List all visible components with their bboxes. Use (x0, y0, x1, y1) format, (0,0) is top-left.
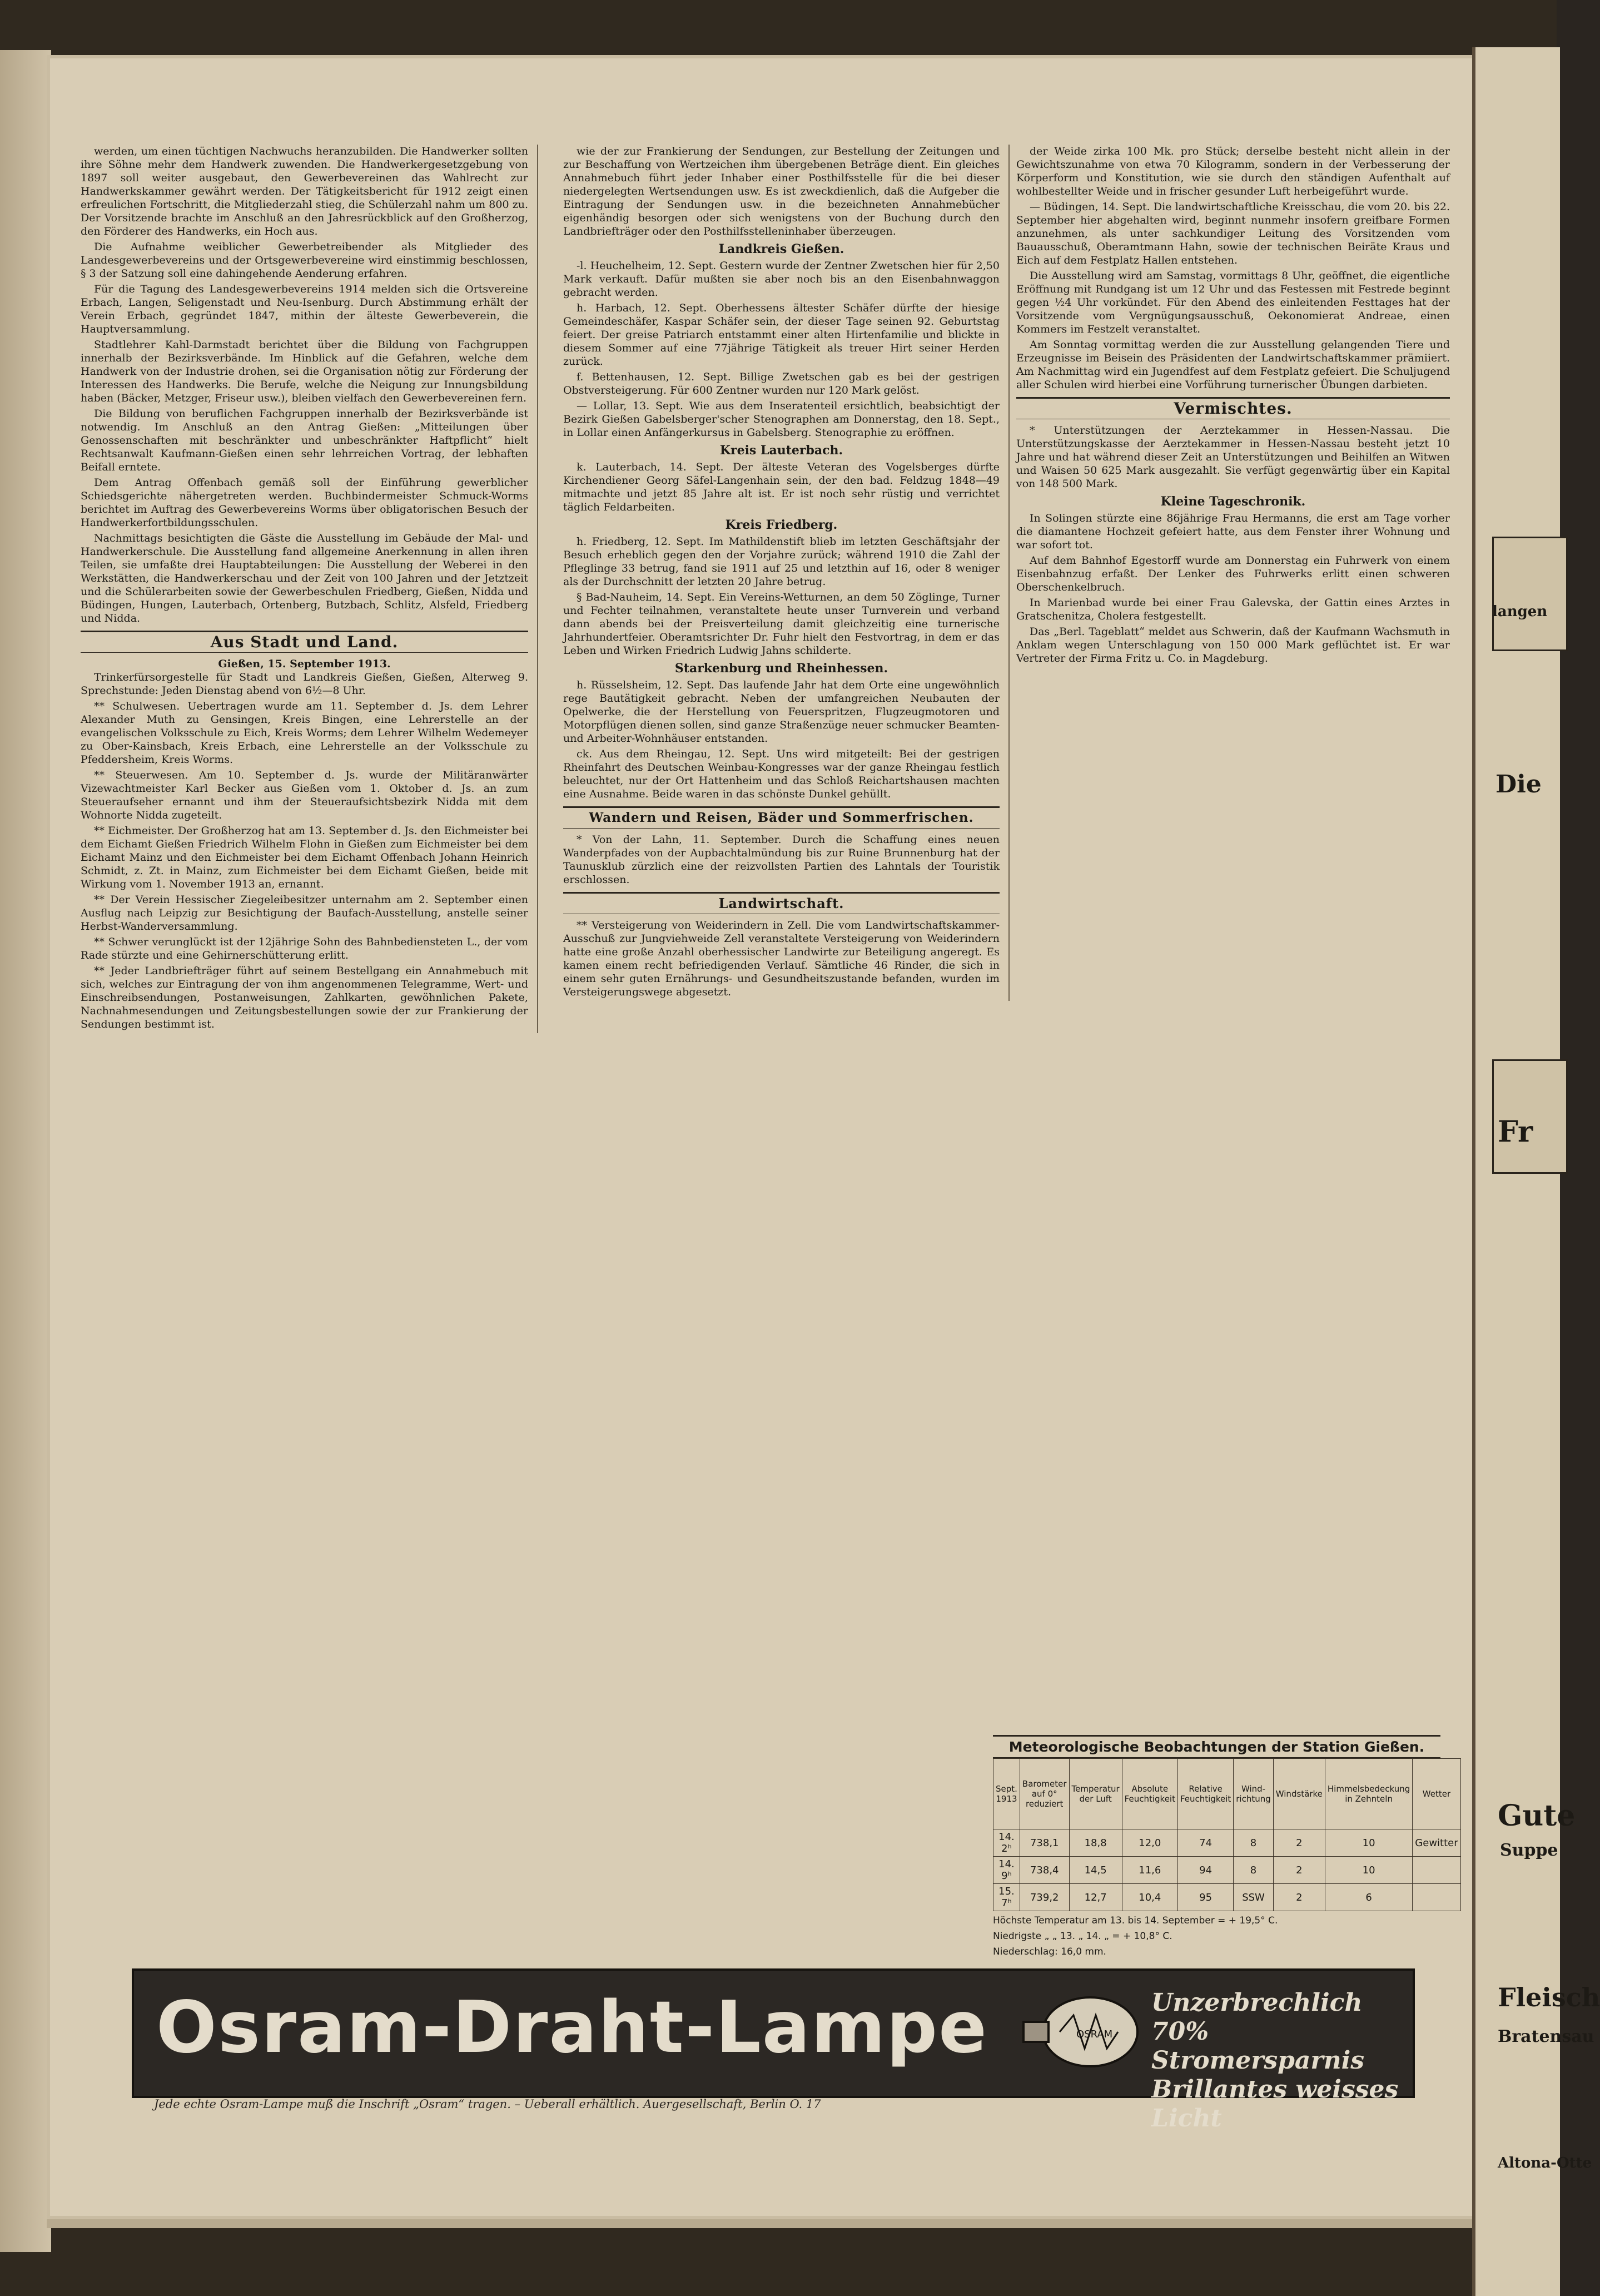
weather-cell: 10,4 (1122, 1884, 1177, 1911)
article-paragraph: ** Versteigerung von Weiderindern in Zell. Die vom Landwirtschaftskammer-Ausschuß zur Jungviehweide Zell veranstaltete Versteigerung von Weiderindern hatte eine große Anzahl oberhessischer Landwirte zur Beteiligung angeregt. Es kamen einem recht befriedigenden Verlauf. Sämtliche 46 Rinder, die sich in einem sehr guten Ernährungs- und Gesundheitszustande befanden, wurden im Versteigerungswege abgesetzt. (563, 919, 1000, 998)
ad-title: Osram-Draht-Lampe (156, 1986, 988, 2069)
column-divider (1008, 145, 1010, 1001)
article-paragraph: wie der zur Frankierung der Sendungen, zur Bestellung der Zeitungen und zur Beschaffung von Wertzeichen ihm übergebenen Beträge dient. Ein gleiches Annahmebuch führt jeder Inhaber einer Posthilfsstelle für die bei dieser niedergelegten Wertsendungen usw. Es ist zweckdienlich, daß die Aufgeber die Eintragung der Sendungen usw. in die bezeichneten Annahmebücher eigenhändig besorgen oder sich wenigstens von der Buchung durch den Landbriefträger oder den Posthilfsstelleninhaber überzeugen. (563, 145, 1000, 237)
ad-claims (1151, 1988, 1407, 2133)
weather-cell: 739,2 (1020, 1884, 1069, 1911)
weather-cell (1413, 1884, 1460, 1911)
weather-cell: 15. 7ʰ (993, 1884, 1020, 1911)
weather-cell: 738,1 (1020, 1829, 1069, 1857)
weather-cell: 12,7 (1069, 1884, 1122, 1911)
ad-footer: Jede echte Osram-Lampe muß die Inschrift „Osram“ tragen. – Ueberall erhältlich. Auergesellschaft, Berlin O. 17 (154, 2097, 821, 2111)
weather-header-row (993, 1759, 1461, 1829)
weather-header: Windstärke (1273, 1759, 1325, 1829)
ad-claim: Unzerbrechlich (1151, 1988, 1363, 2017)
article-paragraph: § Bad-Nauheim, 14. Sept. Ein Vereins-Wetturnen, an dem 50 Zöglinge, Turner und Fechter teilnahmen, veranstaltete heute unser Turnverein und verband dann abends bei der Preisverteilung damit gleichzeitig eine turnerische Jahrhundertfeier. Oberamtsrichter Dr. Fuhr hielt den Festvortrag, in dem er das Leben und Wirken Friedrich Ludwig Jahns schilderte. (563, 591, 1000, 657)
ad-claim: Brillantes weisses Licht (1151, 2075, 1399, 2133)
column-1-articles (81, 145, 528, 625)
section-heading-daily-chronicle: Kleine Tageschronik. (1160, 494, 1306, 509)
starkenburg-articles (563, 678, 1000, 801)
right-page-fragment: Bratensau (1498, 2027, 1594, 2046)
article-paragraph: Trinkerfürsorgestelle für Stadt und Landkreis Gießen, Gießen, Alterweg 9. Sprechstunde: Jeden Dienstag abend von 6½—8 Uhr. (81, 671, 528, 697)
column-2 (563, 145, 1000, 1001)
article-paragraph: ** Jeder Landbriefträger führt auf seinem Bestellgang ein Annahmebuch mit sich, welches zur Eintragung der von ihm angenommenen Telegramme, Wert- und Einschreibsendungen, Postanweisungen, Zahlkarten, gewöhnlichen Pakete, Nachnahmesendungen und Zeitungsbestellungen sowie der zur Frankierung der Sendungen bestimmt ist. (81, 965, 528, 1030)
article-paragraph: Auf dem Bahnhof Egestorff wurde am Donnerstag ein Fuhrwerk von einem Eisenbahnzug erfaßt. Der Lenker des Fuhrwerks erlitt einen schweren Oberschenkelbruch. (1016, 554, 1450, 593)
weather-min-temp: Niedrigste „ „ 13. „ 14. „ = + 10,8° C. (993, 1931, 1172, 1942)
article-paragraph: ** Schulwesen. Uebertragen wurde am 11. September d. Js. dem Lehrer Alexander Muth zu Gensingen, Kreis Bingen, eine Lehrerstelle an der evangelischen Volksschule zu Eich, Kreis Worms; dem Lehrer Wilhelm Wedemeyer zu Ober-Kainsbach, Kreis Erbach, eine Lehrerstelle an der Volksschule zu Pfeddersheim, Kreis Worms. (81, 700, 528, 766)
weather-header: Wetter (1413, 1759, 1460, 1829)
article-paragraph: Am Sonntag vormittag werden die zur Ausstellung gelangenden Tiere und Erzeugnisse im Beisein des Präsidenten der Landwirtschaftskammer prämiiert. Am Nachmittag wird ein Jugendfest auf dem Festplatz gefeiert. Die Schuljugend aller Schulen wird hierbei eine Vorführung turnerischer Übungen darbieten. (1016, 339, 1450, 391)
right-page-fragment: Gute (1498, 1799, 1576, 1833)
weather-header: Absolute Feuchtigkeit (1122, 1759, 1177, 1829)
article-paragraph: Dem Antrag Offenbach gemäß soll der Einführung gewerblicher Schiedsgerichte nähergetreten werden. Buchbindermeister Schmuck-Worms berichtet im Auftrag des Gewerbevereins Worms über obligatorischen Besuch der Handwerkerfortbildungsschulen. (81, 477, 528, 529)
weather-header: Sept. 1913 (993, 1759, 1020, 1829)
local-news-heading: Aus Stadt und Land. (81, 631, 528, 653)
daily-chronicle-articles (1016, 512, 1450, 665)
weather-cell: 74 (1177, 1829, 1233, 1857)
article-paragraph: h. Rüsselsheim, 12. Sept. Das laufende Jahr hat dem Orte eine ungewöhnlich rege Bautätigkeit gebracht. Neben der umfangreichen Neubauten der Opelwerke, die der Herstellung von Feuerspritzen, Flugzeugmotoren und Motorpflügen dienen sollen, sind ganze Straßenzüge neuer schmucker Beamten- und Arbeiter-Wohnhäuser entstanden. (563, 679, 1000, 745)
article-paragraph: Stadtlehrer Kahl-Darmstadt berichtet über die Bildung von Fachgruppen innerhalb der Bezirksverbände. Im Hinblick auf die Gefahren, welche dem Handwerk von der Industrie drohen, sei die Organisation nötig zur Förderung der Interessen des Handwerks. Die Berufe, welche die Neigung zur Innungsbildung haben (Bäcker, Metzger, Friseur usw.), bleiben vielfach den Gewerbevereinen fern. (81, 339, 528, 404)
weather-cell: 738,4 (1020, 1857, 1069, 1884)
weather-cell: 10 (1325, 1857, 1412, 1884)
right-page-fragment: Suppe (1500, 1841, 1558, 1860)
column-2-articles (563, 145, 1000, 238)
weather-row (993, 1884, 1461, 1911)
weather-row (993, 1857, 1461, 1884)
article-paragraph: ** Steuerwesen. Am 10. September d. Js. wurde der Militäranwärter Vizewachtmeister Karl Becker aus Gießen vom 1. Oktober d. Js. an zum Steueraufseher ernannt und ihm der Steueraufsichtsbezirk Nidda mit dem Wohnorte Nidda zugeteilt. (81, 769, 528, 821)
weather-cell (1413, 1857, 1460, 1884)
next-page-edge (1472, 47, 1600, 2296)
article-paragraph: ck. Aus dem Rheingau, 12. Sept. Uns wird mitgeteilt: Bei der gestrigen Rheinfahrt des Deutschen Weinbau-Kongresses war der ganze Rheingau festlich beleuchtet, nur der Ort Hattenheim und das Schloß Reichartshausen machten eine Ausnahme. Beide waren in das schönste Dunkel gehüllt. (563, 748, 1000, 800)
article-paragraph: Die Ausstellung wird am Samstag, vormittags 8 Uhr, geöffnet, die eigentliche Eröffnung mit Rundgang ist um 12 Uhr und das Festessen mit Festrede beginnt gegen ½4 Uhr vorkündet. Für den Abend des einleitenden Festtages hat der Vorsitzende vom Vergnügungsausschuß, Oekonomierat Andreae, einen Kommers im Festzelt veranstaltet. (1016, 270, 1450, 335)
article-paragraph: — Lollar, 13. Sept. Wie aus dem Inseratenteil ersichtlich, beabsichtigt der Bezirk Gießen Gabelsberger'scher Stenographen am Donnerstag, den 18. Sept., in Lollar einen Anfängerkursus in Gabelsberg. Stenographie zu eröffnen. (563, 400, 1000, 439)
weather-cell: 8 (1234, 1829, 1274, 1857)
weather-cell: 8 (1234, 1857, 1274, 1884)
previous-page-edge (0, 50, 51, 2252)
weather-header: Temperatur der Luft (1069, 1759, 1122, 1829)
ad-bulb-text: OSRAM (1076, 2029, 1113, 2040)
misc-articles (1016, 424, 1450, 490)
section-heading-landkreis-giessen: Landkreis Gießen. (718, 242, 844, 256)
weather-cell: 2 (1273, 1884, 1325, 1911)
article-paragraph: Das „Berl. Tageblatt“ meldet aus Schwerin, daß der Kaufmann Wachsmuth in Anklam wegen Unterschlagung von 150 000 Mark geflüchtet ist. Er war Vertreter der Firma Fritz u. Co. in Magdeburg. (1016, 626, 1450, 664)
article-paragraph: werden, um einen tüchtigen Nachwuchs heranzubilden. Die Handwerker sollten ihre Söhne mehr dem Handwerk zuwenden. Die Handwerkergesetzgebung von 1897 soll weiter ausgebaut, den Gewerbevereinen das Wahlrecht zur Handwerkskammer gewährt werden. Der Tätigkeitsbericht für 1912 zeigt einen erfreulichen Fortschritt, die Mitgliederzahl stieg, die Schülerzahl nahm um 800 zu. Der Vorsitzende brachte im Anschluß an den Jahresrückblick auf den Großherzog, den Förderer des Handwerks, ein Hoch aus. (81, 145, 528, 237)
weather-table-body (993, 1829, 1461, 1911)
weather-cell: Gewitter (1413, 1829, 1460, 1857)
weather-cell: 10 (1325, 1829, 1412, 1857)
right-page-fragment: Die (1495, 770, 1542, 799)
section-heading-friedberg: Kreis Friedberg. (725, 518, 838, 532)
ad-claim: 70% Stromersparnis (1151, 2017, 1365, 2075)
lightbulb-icon (1018, 1993, 1140, 2076)
article-paragraph: der Weide zirka 100 Mk. pro Stück; derselbe besteht nicht allein in der Gewichtszunahme von etwa 70 Kilogramm, sondern in der Verbesserung der Körperform und Konstitution, wie sie durch den ständigen Aufenthalt auf wohlbestellter Weide und in frischer gesunder Luft herbeigeführt wurde. (1016, 145, 1450, 197)
weather-cell: 14,5 (1069, 1857, 1122, 1884)
weather-cell: SSW (1234, 1884, 1274, 1911)
article-paragraph: -l. Heuchelheim, 12. Sept. Gestern wurde der Zentner Zwetschen hier für 2,50 Mark verkauft. Dafür mußten sie aber noch bis an den Eisenbahnwaggon gebracht werden. (563, 260, 1000, 299)
section-heading-agriculture: Landwirtschaft. (563, 892, 1000, 914)
right-page-fragment: Fr (1498, 1115, 1533, 1149)
weather-cell: 14. 2ʰ (993, 1829, 1020, 1857)
weather-max-temp: Höchste Temperatur am 13. bis 14. September = + 19,5° C. (993, 1915, 1278, 1926)
section-heading-travel: Wandern und Reisen, Bäder und Sommerfrischen. (563, 806, 1000, 829)
article-paragraph: ** Der Verein Hessischer Ziegeleibesitzer unternahm am 2. September einen Ausflug nach Leipzig zur Besichtigung der Baufach-Ausstellung, anstelle seiner Herbst-Wanderversammlung. (81, 894, 528, 933)
travel-articles (563, 833, 1000, 886)
article-paragraph: * Von der Lahn, 11. September. Durch die Schaffung eines neuen Wanderpfades von der Aupbachtalmündung bis zur Ruine Brunnenburg hat der Taunusklub zürzlich eine der reizvollsten Partien des Lahntals der Touristik erschlossen. (563, 834, 1000, 886)
weather-header: Wind-richtung (1234, 1759, 1274, 1829)
article-paragraph: — Büdingen, 14. Sept. Die landwirtschaftliche Kreisschau, die vom 20. bis 22. September hier abgehalten wird, beginnt nunmehr insofern greifbare Formen anzunehmen, als unter sachkundiger Leitung des Vorsitzenden vom Bauausschuß, Oberamtmann Hahn, sowie der technischen Beiräte Kraus und Eich auf dem Festplatz Hallen entstehen. (1016, 201, 1450, 266)
article-paragraph: ** Schwer verunglückt ist der 12jährige Sohn des Bahnbediensteten L., der vom Rade stürzte und eine Gehirnerschütterung erlitt. (81, 936, 528, 961)
weather-cell: 14. 9ʰ (993, 1857, 1020, 1884)
friedberg-articles (563, 535, 1000, 657)
article-paragraph: f. Bettenhausen, 12. Sept. Billige Zwetschen gab es bei der gestrigen Obstversteigerung. Für 600 Zentner wurden nur 120 Mark gelöst. (563, 371, 1000, 396)
article-paragraph: Nachmittags besichtigten die Gäste die Ausstellung im Gebäude der Mal- und Handwerkerschule. Die Ausstellung fand allgemeine Anerkennung in allen ihren Teilen, sie umfaßte drei Hauptabteilungen: Die Ausstellung der Weberei in den Werkstätten, die Handwerkerschau und der Zeit von 100 Jahren und der Jetztzeit und die Schülerarbeiten sowie der Gewerbeschulen Friedberg, Gießen, Nidda und Büdingen, Hungen, Lauterbach, Ortenberg, Butzbach, Schlitz, Alsfeld, Friedberg und Nidda. (81, 532, 528, 624)
weather-observations (993, 1735, 1458, 1958)
giessen-articles (563, 259, 1000, 439)
article-paragraph: Für die Tagung des Landesgewerbevereins 1914 melden sich die Ortsvereine Erbach, Langen, Seligenstadt und Neu-Isenburg. Durch Abstimmung erhält der Verein Erbach, gegründet 1847, mithin der älteste Gewerbeverein, die Hauptversammlung. (81, 283, 528, 335)
weather-cell: 2 (1273, 1857, 1325, 1884)
local-news-articles (81, 671, 528, 1031)
article-paragraph: Die Aufnahme weiblicher Gewerbetreibender als Mitglieder des Landesgewerbevereins und der Ortsgewerbevereine wird einstimmig beschlossen, § 3 der Satzung soll eine dahingehende Aenderung erfahren. (81, 241, 528, 280)
lauterbach-articles (563, 460, 1000, 514)
agriculture-articles (563, 919, 1000, 999)
weather-cell: 94 (1177, 1857, 1233, 1884)
section-heading-misc: Vermischtes. (1016, 397, 1450, 419)
weather-table (993, 1758, 1461, 1911)
section-heading-lauterbach: Kreis Lauterbach. (719, 443, 843, 458)
right-page-fragment: Altona-Otte (1498, 2155, 1592, 2171)
weather-header: Relative Feuchtigkeit (1177, 1759, 1233, 1829)
weather-cell: 12,0 (1122, 1829, 1177, 1857)
column-3-articles (1016, 145, 1450, 391)
column-divider (537, 145, 538, 1033)
weather-precipitation: Niederschlag: 16,0 mm. (993, 1946, 1106, 1957)
article-paragraph: Die Bildung von beruflichen Fachgruppen innerhalb der Bezirksverbände ist notwendig. Im Anschluß an den Antrag Gießen: „Mitteilungen über Genossenschaften mit beschränkter und unbeschränkter Haftpflicht“ hielt Rechtsanwalt Kaufmann-Gießen einen sehr lehrreichen Vortrag, der lebhaften Beifall erntete. (81, 408, 528, 473)
weather-cell: 18,8 (1069, 1829, 1122, 1857)
article-paragraph: ** Eichmeister. Der Großherzog hat am 13. September d. Js. den Eichmeister bei dem Eichamt Gießen Friedrich Wilhelm Flohn in Gießen zum Eichmeister bei dem Eichamt Mainz und den Eichmeister bei dem Eichamt Offenbach Johann Heinrich Schmidt, z. Zt. in Mainz, zum Eichmeister bei dem Eichamt Gießen, beide mit Wirkung vom 1. November 1913 an, ernannt. (81, 825, 528, 890)
article-paragraph: h. Harbach, 12. Sept. Oberhessens ältester Schäfer dürfte der hiesige Gemeindeschäfer, Kaspar Schäfer sein, der dieser Tage seinen 92. Geburtstag feiert. Der greise Patriarch entstammt einer alten Hirtenfamilie und blickte in diesem Sommer auf eine 77jährige Tätigkeit als treuer Hirt seiner Herden zurück. (563, 302, 1000, 368)
right-page-fragment: langen (1492, 603, 1548, 620)
column-3 (1016, 145, 1450, 667)
column-1 (81, 145, 528, 1033)
weather-cell: 95 (1177, 1884, 1233, 1911)
article-paragraph: h. Friedberg, 12. Sept. Im Mathildenstift blieb im letzten Geschäftsjahr der Besuch erheblich gegen den der Vorjahre zurück; während 1910 die Zahl der Pfleglinge 33 betrug, fand sie 1911 auf 25 und letzthin auf 16, oder 8 weniger als der Durchschnitt der letzten 20 Jahre betrug. (563, 535, 1000, 588)
weather-title: Meteorologische Beobachtungen der Station Gießen. (993, 1735, 1440, 1758)
weather-cell: 6 (1325, 1884, 1412, 1911)
right-ad-box (1492, 537, 1568, 651)
weather-cell: 2 (1273, 1829, 1325, 1857)
weather-header: Barometer auf 0° reduziert (1020, 1759, 1069, 1829)
article-paragraph: * Unterstützungen der Aerztekammer in Hessen-Nassau. Die Unterstützungskasse der Aerztekammer in Hessen-Nassau besteht jetzt 10 Jahre und hat während dieser Zeit an Unterstützungen und Beihilfen an Witwen und Waisen 50 625 Mark ausgezahlt. Sie verfügt gegenwärtig über ein Kapital von 148 500 Mark. (1016, 424, 1450, 490)
section-heading-starkenburg: Starkenburg und Rheinhessen. (674, 661, 888, 676)
article-paragraph: In Solingen stürzte eine 86jährige Frau Hermanns, die erst am Tage vorher die diamantene Hochzeit gefeiert hatte, aus dem Fenster ihrer Wohnung und war sofort tot. (1016, 512, 1450, 551)
article-paragraph: k. Lauterbach, 14. Sept. Der älteste Veteran des Vogelsberges dürfte Kirchendiener Georg Säfel-Langenhain sein, der den bad. Feldzug 1848—49 mitmachte und jetzt 85 Jahre alt ist. Er ist noch sehr rüstig und verrichtet täglich Feldarbeiten. (563, 461, 1000, 513)
article-paragraph: In Marienbad wurde bei einer Frau Galevska, der Gattin eines Arztes in Gratschenitza, Cholera festgestellt. (1016, 597, 1450, 622)
weather-header: Himmelsbedeckung in Zehnteln (1325, 1759, 1412, 1829)
right-page-fragment: Fleisch (1498, 1982, 1600, 2012)
local-dateline: Gießen, 15. September 1913. (218, 658, 391, 670)
weather-cell: 11,6 (1122, 1857, 1177, 1884)
weather-row (993, 1829, 1461, 1857)
